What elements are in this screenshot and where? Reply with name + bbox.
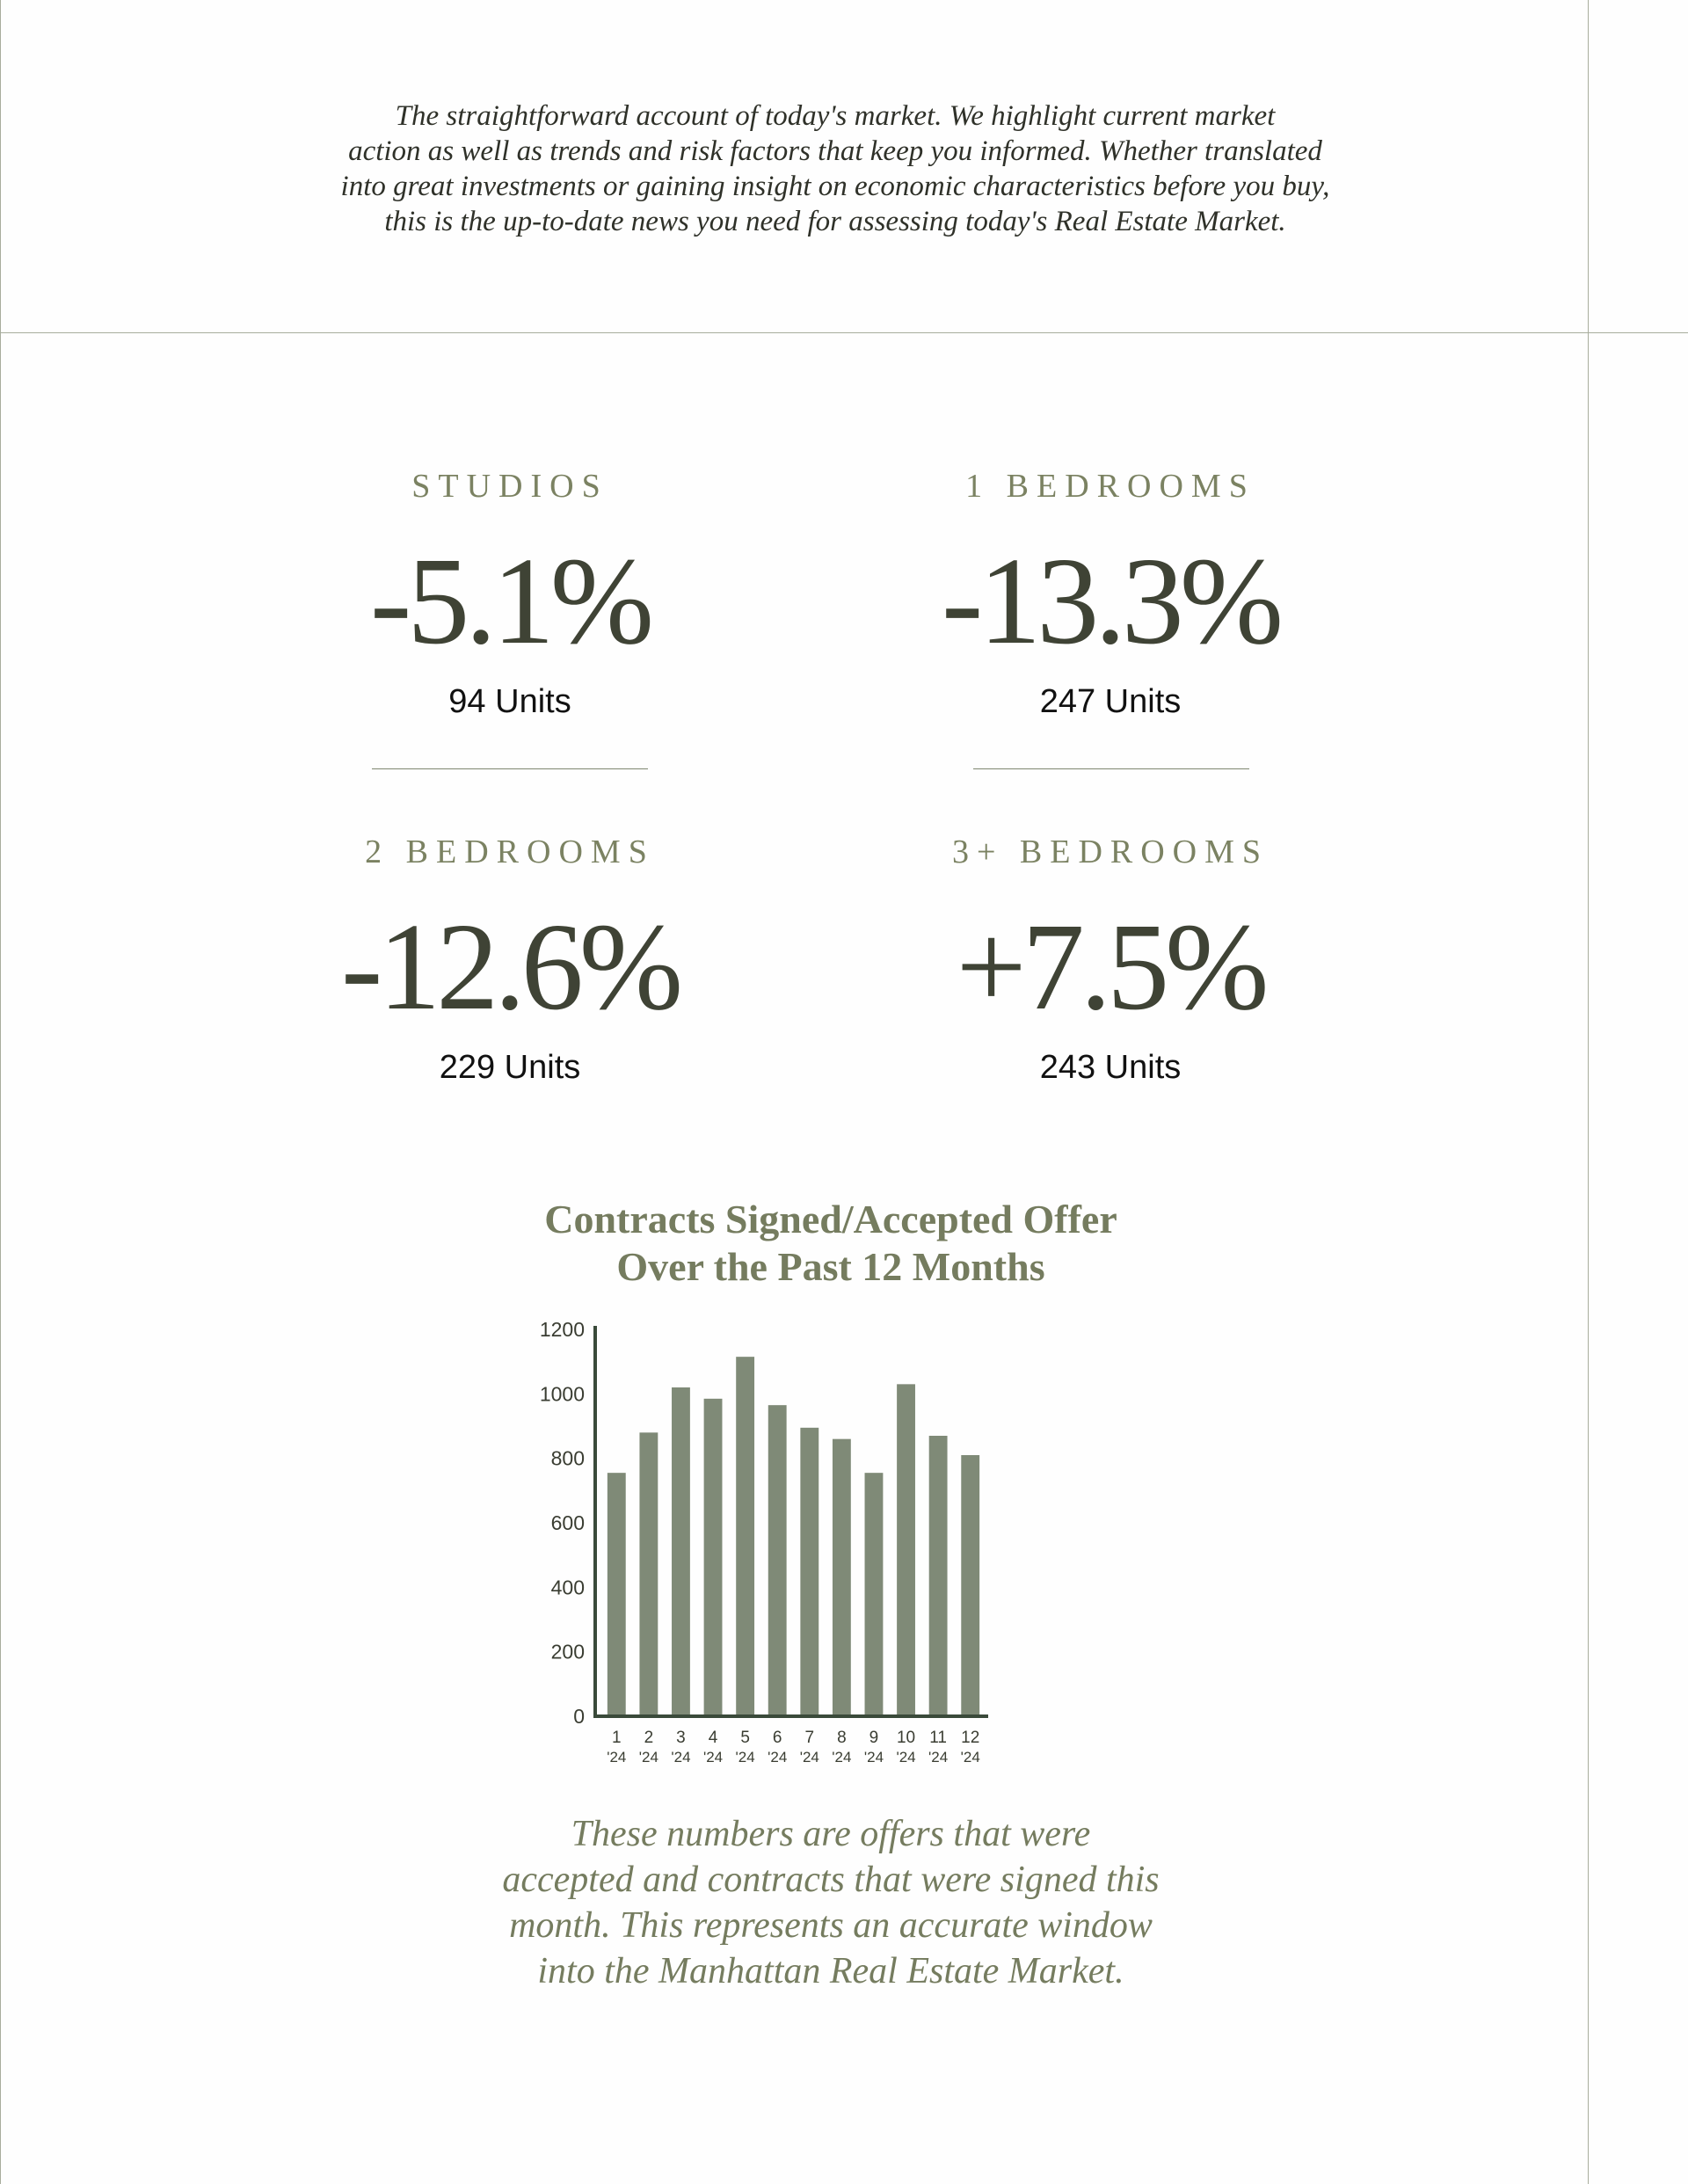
- y-tick-label: 1000: [539, 1382, 585, 1406]
- x-tick-label: 7: [804, 1729, 815, 1747]
- y-tick-label: 1200: [539, 1318, 585, 1341]
- x-tick-label: 12: [961, 1729, 980, 1747]
- stat-label: STUDIOS: [411, 468, 608, 505]
- stat-label: 3+ BEDROOMS: [951, 834, 1270, 870]
- stat-label: 2 BEDROOMS: [365, 834, 655, 870]
- y-tick-label: 200: [550, 1640, 585, 1663]
- stat-value: +7.5%: [956, 897, 1265, 1036]
- page-border-left: [0, 0, 1, 2184]
- x-tick-sublabel: '24: [671, 1749, 691, 1765]
- chart-title-line: Contracts Signed/Accepted Offer: [544, 1197, 1117, 1241]
- x-tick-sublabel: '24: [735, 1749, 755, 1765]
- intro-line: this is the up-to-date news you need for assessing today's Real Estate Market.: [384, 206, 1286, 237]
- x-tick-sublabel: '24: [928, 1749, 949, 1765]
- page-border-right: [1588, 0, 1589, 2184]
- stat-separator: [372, 768, 648, 769]
- chart-bar: [736, 1357, 754, 1716]
- x-tick-label: 4: [708, 1729, 718, 1747]
- chart-bar: [897, 1384, 915, 1716]
- y-tick-label: 0: [573, 1705, 585, 1728]
- x-tick-sublabel: '24: [702, 1749, 724, 1765]
- x-tick-label: 5: [740, 1729, 750, 1747]
- y-tick-label: 600: [550, 1511, 585, 1534]
- stat-value: -13.3%: [941, 531, 1280, 670]
- x-tick-label: 8: [837, 1729, 847, 1747]
- x-tick-label: 3: [676, 1729, 686, 1747]
- y-tick-label: 800: [550, 1446, 585, 1470]
- footnote-line: month. This represents an accurate window: [509, 1905, 1153, 1946]
- chart-bar: [768, 1405, 787, 1716]
- stat-studios: [193, 464, 826, 723]
- stat-label: 1 BEDROOMS: [965, 468, 1255, 505]
- stat-value: -12.6%: [340, 897, 680, 1036]
- intro-paragraph: [229, 98, 1442, 239]
- stat-units: 243 Units: [1039, 1049, 1182, 1086]
- x-tick-sublabel: '24: [896, 1749, 916, 1765]
- stat-1-bedrooms: [794, 464, 1427, 723]
- chart-bar: [833, 1439, 851, 1716]
- y-tick-label: 400: [550, 1576, 585, 1599]
- x-tick-sublabel: '24: [863, 1749, 884, 1765]
- contracts-bar-chart: [492, 1301, 1108, 1776]
- x-tick-sublabel: '24: [799, 1749, 819, 1765]
- stat-units: 229 Units: [439, 1049, 581, 1086]
- chart-title: [492, 1196, 1169, 1291]
- section-divider: [0, 332, 1688, 333]
- x-tick-label: 2: [644, 1729, 654, 1747]
- intro-line: into great investments or gaining insight on economic characteristics before you buy,: [340, 171, 1330, 202]
- chart-bar: [800, 1428, 819, 1716]
- stat-units: 247 Units: [1039, 683, 1182, 720]
- chart-bar: [865, 1473, 884, 1716]
- stat-2-bedrooms: [193, 830, 826, 1088]
- intro-line: action as well as trends and risk factors that keep you informed. Whether translated: [348, 135, 1322, 167]
- x-tick-label: 11: [929, 1729, 947, 1747]
- footnote-line: into the Manhattan Real Estate Market.: [537, 1951, 1124, 1991]
- x-tick-sublabel: '24: [768, 1749, 788, 1765]
- stat-value: -5.1%: [369, 531, 651, 670]
- chart-bar: [639, 1432, 658, 1716]
- x-tick-sublabel: '24: [960, 1749, 980, 1765]
- chart-bar: [929, 1436, 948, 1716]
- footnote-line: These numbers are offers that were: [571, 1814, 1091, 1854]
- chart-bar: [961, 1455, 979, 1716]
- footnote-line: accepted and contracts that were signed this: [502, 1860, 1160, 1900]
- stat-3-plus-bedrooms: [794, 830, 1427, 1088]
- chart-bar: [672, 1387, 690, 1716]
- stat-units: 94 Units: [448, 683, 571, 720]
- chart-footnote: [466, 1811, 1196, 1994]
- x-tick-sublabel: '24: [638, 1749, 658, 1765]
- x-tick-label: 9: [869, 1729, 879, 1747]
- chart-bar: [704, 1399, 723, 1716]
- x-tick-sublabel: '24: [607, 1749, 627, 1765]
- x-tick-label: 1: [612, 1729, 622, 1747]
- x-tick-label: 6: [772, 1729, 782, 1747]
- chart-bar: [608, 1473, 626, 1716]
- stat-separator: [973, 768, 1249, 769]
- intro-line: The straightforward account of today's market. We highlight current market: [395, 100, 1276, 132]
- x-tick-sublabel: '24: [832, 1749, 852, 1765]
- chart-title-line: Over the Past 12 Months: [616, 1244, 1045, 1289]
- x-tick-label: 10: [896, 1729, 916, 1747]
